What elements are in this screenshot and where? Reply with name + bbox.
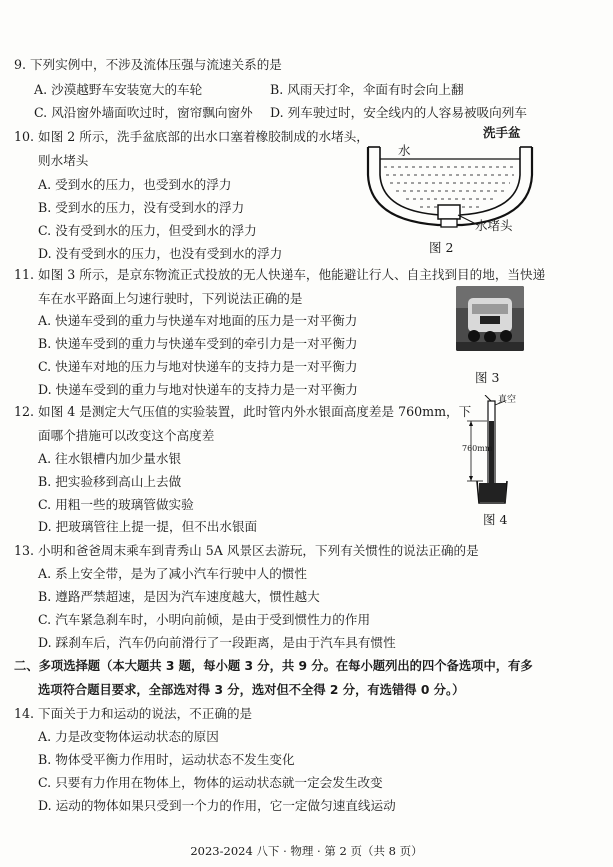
q10-stem-line2: 则水堵头	[38, 153, 89, 168]
q11-option-a: A. 快递车受到的重力与快递车对地面的压力是一对平衡力	[38, 313, 358, 328]
q14-option-b: B. 物体受平衡力作用时，运动状态不发生变化	[38, 752, 295, 767]
page-footer: 2023-2024 八下 · 物理 · 第 2 页（共 8 页）	[190, 844, 423, 858]
q10-option-c: C. 没有受到水的压力，但受到水的浮力	[38, 223, 257, 238]
label-760mm: 760mm	[462, 444, 493, 453]
q11-option-b: B. 快递车受到的重力与快递车受到的牵引力是一对平衡力	[38, 336, 358, 351]
q13-option-b: B. 遵路严禁超速，是因为汽车速度越大，惯性越大	[38, 589, 320, 604]
q14-option-a: A. 力是改变物体运动状态的原因	[38, 729, 219, 744]
label-vacuum: 真空	[498, 395, 517, 405]
q11-option-c: C. 快递车对地的压力与地对快递车的支持力是一对平衡力	[38, 359, 358, 374]
figure-4-caption: 图 4	[483, 512, 508, 527]
q10-option-a: A. 受到水的压力，也受到水的浮力	[38, 177, 232, 192]
delivery-vehicle-photo	[456, 286, 524, 351]
q12-option-a: A. 往水银槽内加少量水银	[38, 451, 182, 466]
q13-option-c: C. 汽车紧急刹车时，小明向前倾，是由于受到惯性力的作用	[38, 612, 371, 627]
q9-option-a: A. 沙漠越野车安装宽大的车轮	[34, 82, 203, 97]
q9-option-b: B. 风雨天打伞，伞面有时会向上翻	[270, 82, 464, 97]
q14-option-d: D. 运动的物体如果只受到一个力的作用，它一定做匀速直线运动	[38, 798, 396, 813]
q11-option-d: D. 快递车受到的重力与地对快递车的支持力是一对平衡力	[38, 382, 358, 397]
washbasin-figure	[360, 125, 540, 255]
q13-option-a: A. 系上安全带，是为了减小汽车行驶中人的惯性	[38, 566, 307, 581]
q9-option-c: C. 风沿窗外墙面吹过时，窗帘飘向窗外	[34, 105, 253, 120]
figure-2-caption: 图 2	[429, 240, 454, 255]
barometer-figure	[455, 395, 535, 513]
q12-option-b: B. 把实验移到高山上去做	[38, 474, 182, 489]
q11-stem-line2: 车在水平路面上匀速行驶时，下列说法正确的是	[38, 291, 303, 306]
section-2-heading-line2: 选项符合题目要求，全部选对得 3 分，选对但不全得 2 分，有选错得 0 分。）	[38, 683, 465, 697]
q9-option-d: D. 列车驶过时，安全线内的人容易被吸向列车	[270, 105, 527, 120]
q9-stem: 9. 下列实例中，不涉及流体压强与流速关系的是	[14, 57, 282, 72]
label-plug: 水堵头	[475, 218, 513, 233]
q12-option-c: C. 用粗一些的玻璃管做实验	[38, 497, 194, 512]
q12-stem-line2: 面哪个措施可以改变这个高度差	[38, 428, 215, 443]
q13-stem: 13. 小明和爸爸周末乘车到青秀山 5A 风景区去游玩，下列有关惯性的说法正确的是	[14, 543, 479, 558]
q10-stem-line1: 10. 如图 2 所示，洗手盆底部的出水口塞着橡胶制成的水堵头，	[14, 129, 369, 144]
section-2-heading-line1: 二、多项选择题（本大题共 3 题，每小题 3 分，共 9 分。在每小题列出的四个备选项中，有多	[14, 659, 533, 673]
q12-stem-line1: 12. 如图 4 是测定大气压值的实验装置，此时管内外水银面高度差是 760mm，下	[14, 404, 472, 419]
q10-option-b: B. 受到水的压力，没有受到水的浮力	[38, 200, 245, 215]
q13-option-d: D. 踩刹车后，汽车仍向前滑行了一段距离，是由于汽车具有惯性	[38, 635, 396, 650]
q12-option-d: D. 把玻璃管往上提一提，但不出水银面	[38, 519, 258, 534]
q14-stem: 14. 下面关于力和运动的说法，不正确的是	[14, 706, 253, 721]
label-washbasin: 洗手盆	[483, 125, 521, 140]
q10-option-d: D. 没有受到水的压力，也没有受到水的浮力	[38, 246, 283, 261]
label-water: 水	[398, 143, 411, 158]
figure-3-caption: 图 3	[475, 370, 500, 385]
q11-stem-line1: 11. 如图 3 所示，是京东物流正式投放的无人快递车，他能避让行人、自主找到目的地，当快递	[14, 267, 546, 282]
q14-option-c: C. 只要有力作用在物体上，物体的运动状态就一定会发生改变	[38, 775, 383, 790]
